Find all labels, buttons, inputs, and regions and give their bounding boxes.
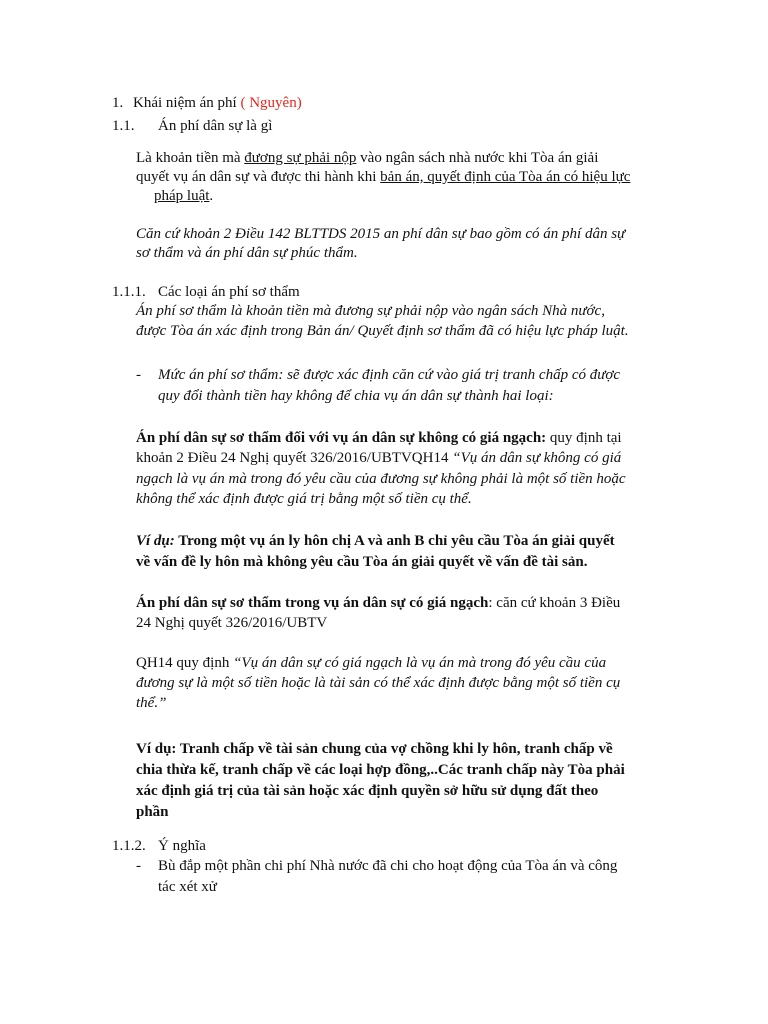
qh14-line-2: đương sự là một số tiền hoặc là tài sản có thể xác định được bằng một số tiền cụ — [136, 675, 621, 691]
qh14-quote: “Vụ án dân sự có giá ngạch là vụ án mà trong đó yêu cầu của — [233, 655, 607, 671]
definition-line-1 — [136, 149, 598, 168]
heading-1-1-1-text: Các loại án phí sơ thẩm — [158, 284, 300, 300]
definition-text-b: vào ngân sách nhà nước khi Tòa án giải — [356, 150, 599, 166]
cogiangach-line-1 — [136, 594, 620, 613]
definition-text-c: quyết vụ án dân sự và được thi hành khi — [136, 169, 381, 185]
nogiangach-bold: Án phí dân sự sơ thẩm đối với vụ án dân sự không có giá ngạch: — [136, 430, 547, 446]
nogiangach-line-4: không thể xác định được giá trị bằng một số tiền cụ thể. — [136, 491, 472, 507]
heading-1-note: ( Nguyên) — [240, 95, 302, 111]
basis-line-1: Căn cứ khoản 2 Điều 142 BLTTDS 2015 an phí dân sự bao gồm có án phí dân sự — [136, 226, 626, 242]
cogiangach-rest: : căn cứ khoản 3 Điều — [488, 595, 621, 611]
definition-end: . — [209, 188, 214, 204]
definition-underline-2: bản án, quyết định của Tòa án có hiệu lực — [380, 169, 631, 185]
example-2-line-4: phần — [136, 804, 169, 820]
heading-1-1-number: 1.1. — [112, 118, 135, 134]
example-1-line-1 — [136, 532, 615, 551]
cogiangach-bold: Án phí dân sự sơ thẩm trong vụ án dân sự có giá ngạch — [136, 595, 489, 611]
heading-1-1-text: Án phí dân sự là gì — [158, 118, 273, 134]
nogiangach-quote-start: “Vụ án dân sự không có giá — [452, 450, 622, 466]
sotham-line-1: Án phí sơ thẩm là khoản tiền mà đương sự phải nộp vào ngân sách Nhà nước, — [136, 303, 605, 319]
nogiangach-line-2 — [136, 449, 621, 468]
qh14-line-3: thể.” — [136, 695, 167, 711]
nogiangach-ref: khoản 2 Điều 24 Nghị quyết 326/2016/UBTVQH14 — [136, 450, 453, 466]
nogiangach-line-1 — [136, 429, 622, 448]
heading-1-1-1-number: 1.1.1. — [112, 284, 146, 300]
example-1-line-2: về vấn đề ly hôn mà không yêu cầu Tòa án giải quyết về vấn đề tài sản. — [136, 554, 588, 570]
qh14-line-1 — [136, 654, 606, 673]
example-2-line-2: chia thừa kế, tranh chấp về các loại hợp đồng,..Các tranh chấp này Tòa phải — [136, 762, 625, 778]
bullet-2-line-2: tác xét xử — [158, 879, 217, 895]
bullet-1-line-2: quy đổi thành tiền hay không để chia vụ án dân sự thành hai loại: — [158, 388, 554, 404]
bullet-1-line-1: Mức án phí sơ thẩm: sẽ được xác định căn cứ vào giá trị tranh chấp có được — [158, 367, 621, 383]
definition-line-3 — [154, 187, 213, 206]
cogiangach-line-2: 24 Nghị quyết 326/2016/UBTV — [136, 615, 328, 631]
definition-line-2 — [136, 168, 630, 187]
bullet-2-line-1: Bù đắp một phần chi phí Nhà nước đã chi cho hoạt động của Tòa án và công — [158, 858, 618, 874]
definition-underline-1: đương sự phải nộp — [244, 150, 357, 166]
basis-line-2: sơ thẩm và án phí dân sự phúc thẩm. — [136, 245, 358, 261]
bullet-1-dash: - — [136, 367, 141, 383]
definition-underline-3: pháp luật — [154, 188, 210, 204]
sotham-line-2: được Tòa án xác định trong Bản án/ Quyết định sơ thẩm đã có hiệu lực pháp luật. — [136, 323, 629, 339]
nogiangach-rest: quy định tại — [546, 430, 622, 446]
nogiangach-line-3: ngạch là vụ án mà trong đó yêu cầu của đương sự không phải là một số tiền hoặc — [136, 471, 626, 487]
heading-1-number: 1. — [112, 95, 124, 111]
example-2-line-1: Ví dụ: Tranh chấp về tài sản chung của vợ chồng khi ly hôn, tranh chấp về — [136, 741, 613, 757]
bullet-2-dash: - — [136, 858, 141, 874]
qh14-ref: QH14 quy định — [136, 655, 234, 671]
heading-1-1-2-number: 1.1.2. — [112, 838, 146, 854]
heading-1-1-2-text: Ý nghĩa — [158, 838, 206, 854]
example-2-line-3: xác định giá trị của tài sản hoặc xác định quyền sở hữu sử dụng đất theo — [136, 783, 599, 799]
heading-1 — [112, 94, 302, 113]
definition-text-a: Là khoản tiền mà — [136, 150, 245, 166]
example-1-label: Ví dụ: — [136, 533, 175, 549]
example-1-text: Trong một vụ án ly hôn chị A và anh B chỉ yêu cầu Tòa án giải quyết — [174, 533, 615, 549]
heading-1-text: Khái niệm án phí — [133, 95, 237, 111]
